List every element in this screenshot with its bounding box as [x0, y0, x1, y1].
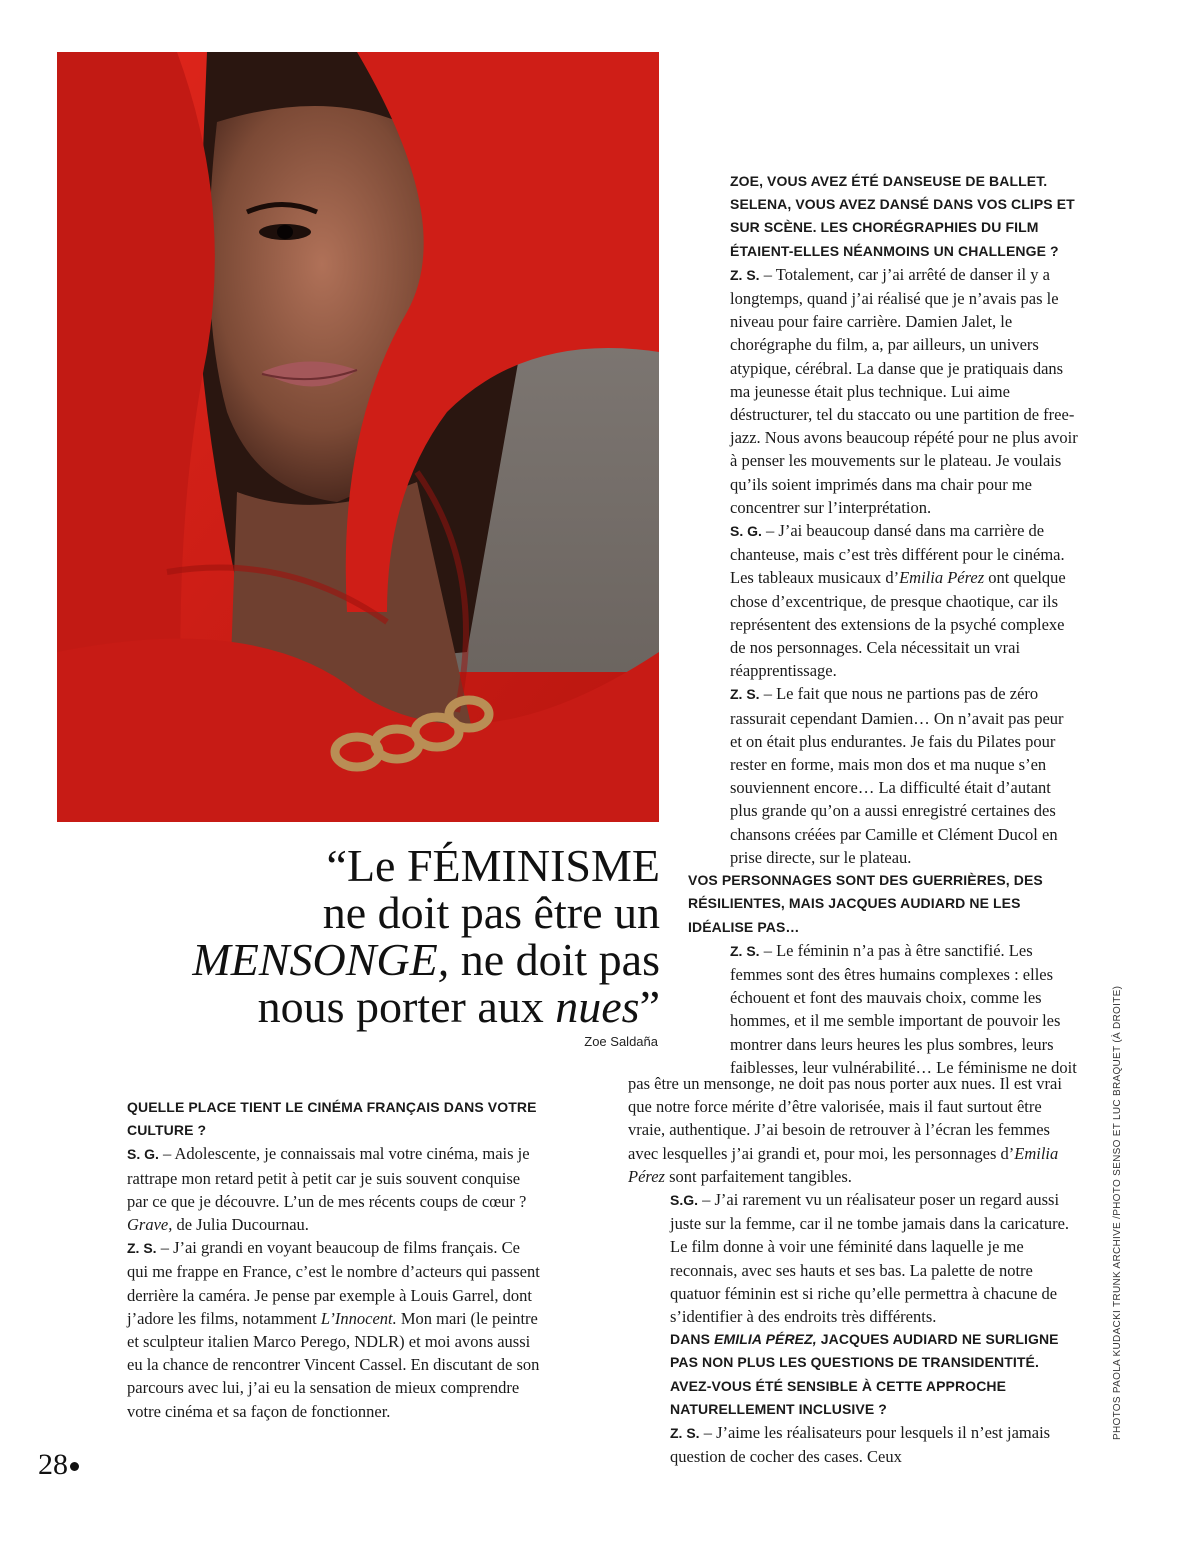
answer-text: – Adolescente, je connaissais mal votre cinéma, mais je rattrape mon retard petit à petit car je suis souvent conquise par ce que je découvre. L’un de mes récents coups de cœur ? [127, 1144, 530, 1211]
interview-question: QUELLE PLACE TIENT LE CINÉMA FRANÇAIS DANS VOTRE CULTURE ? [127, 1099, 537, 1139]
article-column-right-top [688, 170, 1078, 1079]
page-number [38, 1448, 79, 1482]
answer-text: pas être un mensonge, ne doit pas nous porter aux nues. Il est vrai que notre force mérite d’être valorisée, mais il faut surtout être vraie, authentique. J’ai besoin de retrouver à l’écran les femmes avec lesquelles j’ai grandi et, pour moi, les personnages d’ [628, 1074, 1062, 1163]
film-title: Emilia Pérez [628, 1143, 1059, 1186]
answer-text: ont quelque chose d’excentrique, de presque chaotique, car ils représentent des extensions de la psyché complexe de nos personnages. Cela nécessitait un vrai réapprentissage. [730, 568, 1066, 681]
film-title: Grave, [127, 1215, 173, 1235]
portrait-illustration [57, 52, 659, 822]
film-title: Emilia Pérez [899, 568, 985, 588]
pull-quote [120, 842, 660, 1030]
interview-answer [688, 263, 1078, 519]
answer-text: – J’ai grandi en voyant beaucoup de films français. Ce qui me frappe en France, c’est le nombre d’acteurs qui passent derrière la caméra. Je pense par exemple à Louis Garrel, dont j’adore les films, notamment [127, 1238, 540, 1328]
interview-answer [628, 1421, 1078, 1468]
speaker-initials: S. G. [127, 1146, 159, 1163]
interview-question [628, 1328, 1078, 1421]
photo-credit [1112, 985, 1126, 1440]
film-title: L’Innocent. [320, 1308, 397, 1328]
answer-text: de Julia Ducournau. [172, 1215, 309, 1235]
portrait-photo [57, 52, 659, 822]
speaker-initials: Z. S. [127, 1240, 157, 1257]
pull-quote-emphasis: MENSONGE, [192, 934, 450, 985]
film-title: EMILIA PÉREZ, [714, 1331, 817, 1348]
interview-answer-continued [628, 1072, 1078, 1188]
page-number-text: 28 [38, 1448, 68, 1481]
interview-answer [688, 939, 1078, 1079]
speaker-initials: S. G. [730, 523, 762, 540]
interview-question: VOS PERSONNAGES SONT DES GUERRIÈRES, DES RÉSILIENTES, MAIS JACQUES AUDIARD NE LES IDÉALISE PAS… [688, 872, 1043, 935]
answer-text: Mon mari (le peintre et sculpteur italien Marco Perego, NDLR) et moi avons aussi eu la chance de rencontrer Vincent Cassel. En discutant de son parcours avec lui, j’ai eu la sensation de mieux comprendre votre cinéma et sa façon de fonctionner. [127, 1308, 540, 1421]
speaker-initials: S.G. [670, 1192, 699, 1209]
pull-quote-line: “Le FÉMINISME [326, 840, 660, 891]
answer-text: – Totalement, car j’ai arrêté de danser il y a longtemps, quand j’ai réalisé que je n’avais pas le niveau pour faire carrière. Damien Jalet, le chorégraphe du film, a, par ailleurs, un univers atypique, cérébral. La danse que je pratiquais dans ma jeunesse était plus technique. Lui aime déstructurer, tel du staccato ou une partition de free-jazz. Nous avons beaucoup répété pour ne plus avoir à penser les mouvements sur le plateau. Je voulais qu’ils soient imprimés dans ma chair pour me concentrer sur l’interprétation. [730, 264, 1078, 517]
photo-credit-text: PHOTOS PAOLA KUDACKI TRUNK ARCHIVE /PHOTO SENSO ET LUC BRAQUET (À DROITE) [1112, 985, 1123, 1440]
answer-text: – J’ai rarement vu un réalisateur poser un regard aussi juste sur la femme, car il ne tombe jamais dans la caricature. Le film donne à voir une féminité dans laquelle je me reconnais, avec ses hauts et ses bas. La palette de notre quatuor féminin est si riche qu’elle permettra à chacune de s’identifier à des endroits très différents. [670, 1190, 1070, 1327]
question-text: JACQUES AUDIARD NE SURLIGNE PAS NON PLUS LES QUESTIONS DE TRANSIDENTITÉ. AVEZ-VOUS ÉTÉ SENSIBLE À CETTE APPROCHE NATURELLEMENT INCLUSIVE ? [670, 1331, 1059, 1417]
pull-quote-text: ne doit pas [449, 934, 660, 985]
speaker-initials: Z. S. [670, 1425, 700, 1442]
pull-quote-line [120, 936, 660, 983]
answer-text: – J’ai beaucoup dansé dans ma carrière de chanteuse, mais c’est très différent pour le cinéma. Les tableaux musicaux d’ [730, 521, 1065, 588]
pull-quote-line [120, 983, 660, 1030]
interview-answer [688, 682, 1078, 869]
article-column-left [85, 1096, 540, 1423]
answer-text: sont parfaitement tangibles. [664, 1166, 852, 1186]
interview-answer [688, 519, 1078, 682]
answer-text: – Le féminin n’a pas à être sanctifié. Les femmes sont des êtres humains complexes : elles échouent et font des mauvais choix, comme les hommes, et il me semble important de pouvoir les montrer dans leurs heures les plus sombres, leurs faiblesses, leur vulnérabilité… Le féminisme ne doit [730, 940, 1077, 1077]
interview-answer [85, 1236, 540, 1423]
interview-question: ZOE, VOUS AVEZ ÉTÉ DANSEUSE DE BALLET. SELENA, VOUS AVEZ DANSÉ DANS VOS CLIPS ET SUR SCÈNE. LES CHORÉGRAPHIES DU FILM ÉTAIENT-ELLES NÉANMOINS UN CHALLENGE ? [730, 173, 1075, 259]
answer-text: – Le fait que nous ne partions pas de zéro rassurait cependant Damien… On n’avait pas peur et on était plus endurantes. Je fais du Pilates pour rester en forme, mais mon dos et ma nuque s’en souviennent encore… La difficulté était d’autant plus grande qu’on a aussi enregistré certaines des chansons créées par Camille et Clément Ducol en prise directe, sur le plateau. [730, 684, 1064, 867]
pull-quote-credit: Zoe Saldaña [584, 1034, 658, 1049]
interview-answer [628, 1188, 1078, 1328]
question-text: DANS [670, 1331, 715, 1348]
speaker-initials: Z. S. [730, 266, 760, 283]
pull-quote-emphasis: nues [555, 981, 640, 1032]
pull-quote-line: ne doit pas être un [322, 887, 660, 938]
pull-quote-text: nous porter aux [257, 981, 556, 1032]
speaker-initials: Z. S. [730, 686, 760, 703]
page-bullet-icon [70, 1462, 79, 1471]
answer-text: – J’aime les réalisateurs pour lesquels il n’est jamais question de cocher des cases. Ceux [670, 1423, 1051, 1467]
pull-quote-text: ” [639, 981, 660, 1032]
speaker-initials: Z. S. [730, 942, 760, 959]
interview-answer [85, 1142, 540, 1236]
article-column-right-bottom [628, 1072, 1078, 1468]
